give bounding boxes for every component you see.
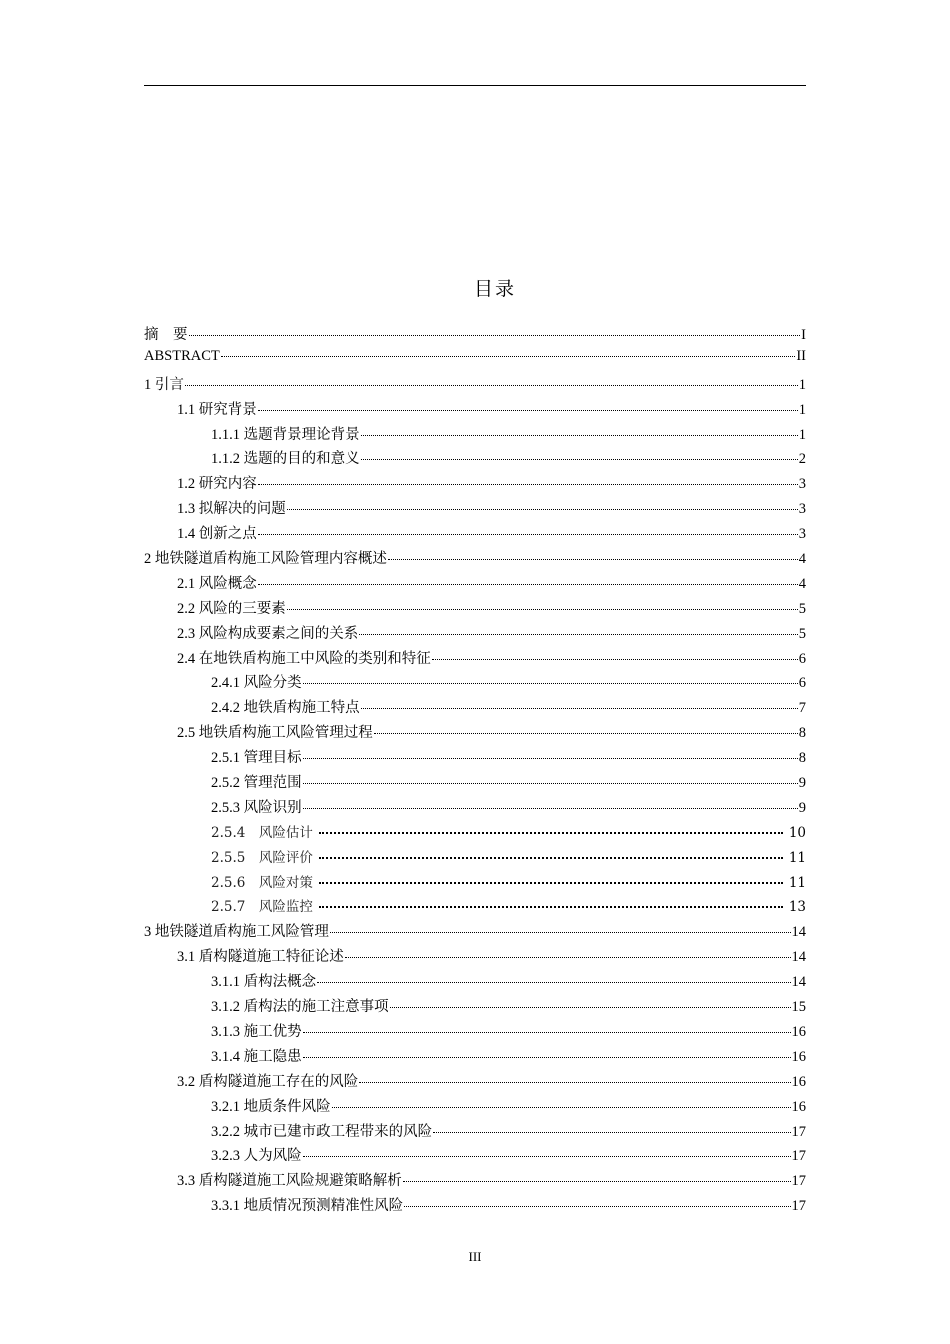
toc-entry[interactable] [144,597,806,622]
toc-dot-leader [189,335,801,336]
toc-entry[interactable] [144,696,806,721]
toc-entry[interactable] [144,945,806,970]
toc-entry-label: 2.1 风险概念 [177,575,257,592]
toc-entry-page: 17 [791,1198,806,1215]
toc-entry[interactable] [144,1194,806,1219]
toc-entry[interactable] [144,1095,806,1120]
header-rule [144,85,806,86]
toc-entry-label: 1.1.2 选题的目的和意义 [211,451,360,468]
toc-entry[interactable] [144,522,806,547]
toc-entry-page: 5 [798,625,806,642]
toc-dot-leader [404,1206,790,1207]
toc-entry[interactable] [144,846,806,871]
toc-dot-leader [332,1107,791,1108]
toc-entry[interactable] [144,447,806,472]
toc-entry[interactable] [144,1020,806,1045]
toc-dot-leader [317,982,790,983]
toc-dot-leader [303,1156,791,1157]
toc-entry-page: 5 [798,600,806,617]
toc-dot-leader [258,410,798,411]
toc-entry-page: 16 [791,1048,806,1065]
toc-entry-page: II [796,347,806,364]
toc-entry-page: 17 [791,1173,806,1190]
toc-entry-page: 6 [798,650,806,667]
toc-entry[interactable] [144,796,806,821]
toc-entry-label: 2.4.1 风险分类 [211,675,302,692]
toc-dot-leader [287,609,798,610]
toc-dot-leader [403,1181,791,1182]
toc-entry-page: 14 [791,924,806,941]
table-of-contents [144,323,806,1219]
toc-entry-page: 9 [798,775,806,792]
toc-dot-leader [361,435,798,436]
toc-entry-label: 1.2 研究内容 [177,476,257,493]
toc-entry-label: 2.5.5 风险评价 [211,849,313,866]
toc-entry-label: 2.5 地铁盾构施工风险管理过程 [177,725,373,742]
toc-entry[interactable] [144,671,806,696]
toc-entry[interactable] [144,622,806,647]
toc-entry-label: 2.5.4 风险估计 [211,824,313,841]
toc-dot-leader [185,385,798,386]
toc-entry[interactable] [144,871,806,896]
toc-dot-leader [319,832,783,834]
toc-entry-page: 8 [798,725,806,742]
toc-entry-page: 16 [791,1023,806,1040]
toc-entry-label: 3.1 盾构隧道施工特征论述 [177,949,344,966]
toc-entry-page: 11 [788,874,806,891]
toc-entry-page: 14 [791,974,806,991]
toc-entry-label: ABSTRACT [144,347,220,364]
toc-entry-page: 6 [798,675,806,692]
toc-entry-label: 2.3 风险构成要素之间的关系 [177,625,359,642]
toc-entry-label: 2.5.6 风险对策 [211,874,313,891]
toc-dot-leader [303,808,798,809]
toc-entry-label: 3.2 盾构隧道施工存在的风险 [177,1073,359,1090]
toc-entry[interactable] [144,821,806,846]
toc-entry[interactable] [144,1120,806,1145]
toc-dot-leader [303,683,798,684]
toc-entry-label: 1.1.1 选题背景理论背景 [211,426,360,443]
toc-entry-page: 8 [798,750,806,767]
toc-entry-label: 2.5.3 风险识别 [211,799,302,816]
toc-dot-leader [330,932,791,933]
toc-entry[interactable] [144,920,806,945]
toc-entry[interactable] [144,1070,806,1095]
toc-dot-leader [433,1132,790,1133]
toc-dot-leader [361,708,798,709]
toc-entry-page: 9 [798,799,806,816]
toc-dot-leader [258,534,798,535]
toc-entry[interactable] [144,771,806,796]
toc-entry-page: 7 [798,700,806,717]
toc-dot-leader [221,356,796,357]
toc-entry-label: 3.2.2 城市已建市政工程带来的风险 [211,1123,433,1140]
toc-dot-leader [303,758,798,759]
toc-entry-label: 3.1.2 盾构法的施工注意事项 [211,999,389,1016]
toc-entry-label: 3.2.3 人为风险 [211,1148,302,1165]
toc-entry-label: 3.1.4 施工隐患 [211,1048,302,1065]
toc-entry-label: 3.2.1 地质条件风险 [211,1098,331,1115]
toc-entry-label: 3 地铁隧道盾构施工风险管理 [144,924,329,941]
toc-entry[interactable] [144,472,806,497]
toc-entry-label: 3.1.3 施工优势 [211,1023,302,1040]
page-number: III [468,1249,482,1264]
toc-entry[interactable] [144,398,806,423]
toc-entry-label: 3.3.1 地质情况预测精准性风险 [211,1198,404,1215]
toc-entry[interactable] [144,721,806,746]
toc-entry[interactable] [144,572,806,597]
toc-dot-leader [345,957,791,958]
toc-entry-page: I [801,327,806,343]
toc-entry-page: 4 [798,575,806,592]
toc-entry-page: 10 [788,824,806,841]
toc-entry-page: 16 [791,1073,806,1090]
toc-entry-label: 2.4.2 地铁盾构施工特点 [211,700,360,717]
toc-entry-page: 14 [791,949,806,966]
toc-entry-page: 17 [791,1148,806,1165]
toc-dot-leader [361,459,798,460]
toc-dot-leader [359,1082,790,1083]
toc-dot-leader [303,1057,791,1058]
toc-entry[interactable] [144,746,806,771]
toc-entry-label: 2.2 风险的三要素 [177,600,286,617]
toc-entry-label: 2 地铁隧道盾构施工风险管理内容概述 [144,551,387,568]
toc-entry-page: 15 [791,999,806,1016]
toc-dot-leader [303,1032,791,1033]
toc-entry[interactable] [144,1045,806,1070]
toc-entry[interactable] [144,995,806,1020]
toc-entry-label: 1.1 研究背景 [177,401,257,418]
toc-dot-leader [319,857,783,859]
toc-entry-label: 摘 要 [144,327,188,343]
toc-entry-label: 1.3 拟解决的问题 [177,501,286,518]
toc-entry-label: 2.4 在地铁盾构施工中风险的类别和特征 [177,650,431,667]
toc-dot-leader [359,634,798,635]
toc-dot-leader [303,783,798,784]
toc-dot-leader [258,484,798,485]
toc-entry[interactable] [144,1144,806,1169]
toc-entry[interactable] [144,348,806,373]
toc-dot-leader [388,559,798,560]
toc-entry-label: 3.3 盾构隧道施工风险规避策略解析 [177,1173,402,1190]
toc-entry-label: 2.5.1 管理目标 [211,750,302,767]
toc-entry-label: 2.5.7 风险监控 [211,899,313,916]
toc-dot-leader [258,584,798,585]
toc-entry-page: 3 [798,526,806,543]
toc-entry[interactable] [144,323,806,348]
toc-entry[interactable] [144,895,806,920]
toc-entry[interactable] [144,1169,806,1194]
toc-dot-leader [287,509,798,510]
toc-entry-page: 1 [798,401,806,418]
toc-entry[interactable] [144,647,806,672]
toc-entry[interactable] [144,497,806,522]
toc-entry-page: 1 [798,376,806,393]
toc-dot-leader [432,659,798,660]
toc-entry-page: 2 [798,451,806,468]
toc-title: 目录 [473,279,516,300]
toc-entry[interactable] [144,970,806,995]
toc-entry-label: 3.1.1 盾构法概念 [211,974,317,991]
toc-entry-label: 2.5.2 管理范围 [211,775,302,792]
toc-entry-label: 1 引言 [144,376,184,393]
toc-entry-page: 3 [798,476,806,493]
toc-entry[interactable] [144,423,806,448]
toc-entry-page: 17 [791,1123,806,1140]
toc-entry-page: 16 [791,1098,806,1115]
toc-entry[interactable] [144,547,806,572]
toc-dot-leader [390,1007,791,1008]
toc-dot-leader [319,882,783,884]
toc-entry-page: 3 [798,501,806,518]
toc-entry[interactable] [144,373,806,398]
toc-dot-leader [319,906,783,908]
toc-entry-page: 11 [788,849,806,866]
toc-entry-page: 1 [798,426,806,443]
toc-entry-page: 13 [788,899,806,916]
toc-entry-page: 4 [798,551,806,568]
toc-entry-label: 1.4 创新之点 [177,526,257,543]
toc-dot-leader [374,733,798,734]
